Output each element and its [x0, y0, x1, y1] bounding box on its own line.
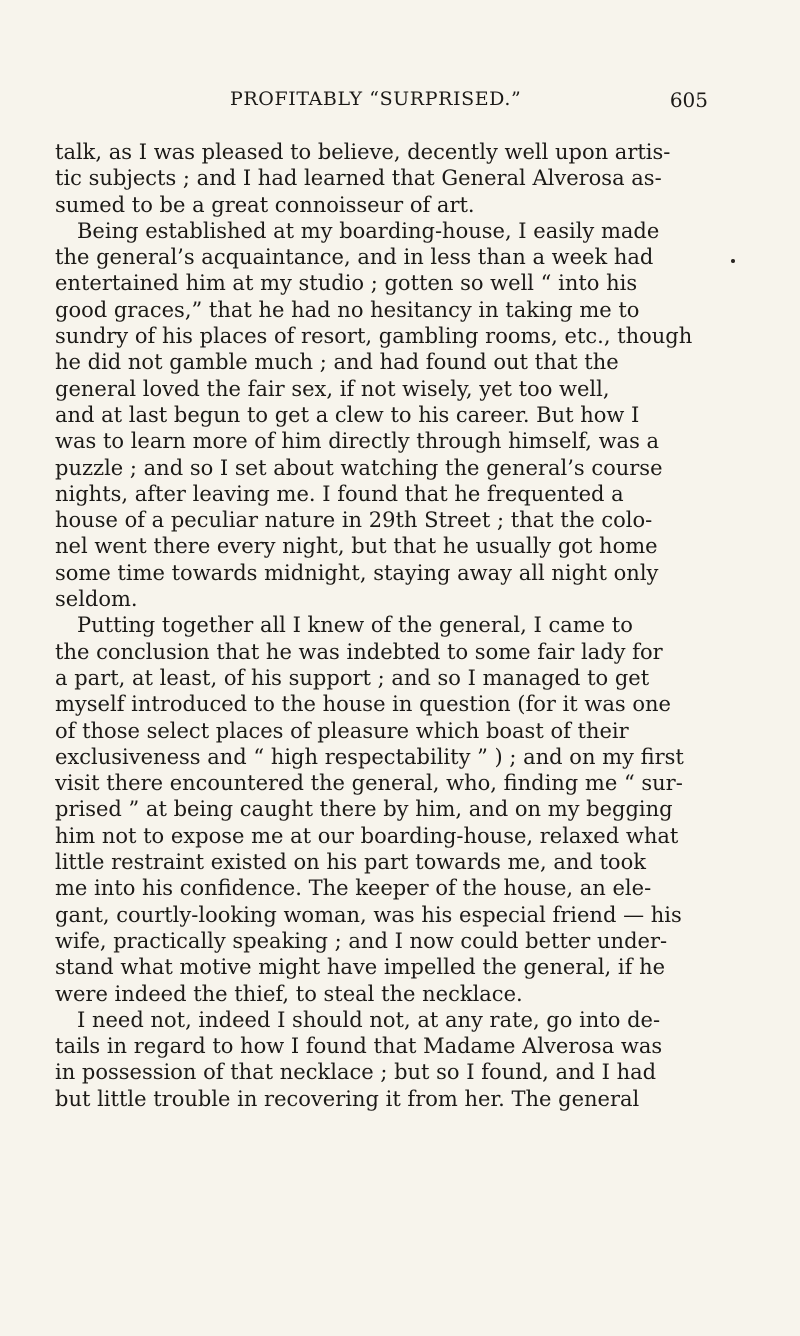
page-number: 605: [669, 88, 708, 112]
text-line: in possession of that necklace ; but so I found, and I had: [55, 1060, 657, 1085]
text-line: of those select places of pleasure which boast of their: [55, 718, 629, 743]
text-line: was to learn more of him directly through himself, was a: [55, 429, 660, 454]
text-line: tic subjects ; and I had learned that General Alverosa as-: [55, 166, 662, 191]
text-line: house of a peculiar nature in 29th Street ; that the colo-: [55, 508, 653, 533]
text-line: wife, practically speaking ; and I now could better under-: [55, 928, 668, 953]
paragraph-first-line: Being established at my boarding-house, I easily made: [77, 218, 660, 243]
running-head: [230, 88, 708, 118]
text-line: nel went there every night, but that he usually got home: [55, 534, 658, 559]
paragraph-first-line: Putting together all I knew of the general, I came to: [77, 613, 633, 638]
running-title: PROFITABLY “SURPRISED.”: [230, 88, 522, 110]
text-line: myself introduced to the house in question (for it was one: [55, 692, 671, 717]
text-line: a part, at least, of his support ; and so I managed to get: [55, 665, 650, 690]
text-line: sumed to be a great connoisseur of art.: [55, 192, 475, 217]
text-line: prised ” at being caught there by him, and on my begging: [55, 797, 673, 822]
text-line: were indeed the thief, to steal the necklace.: [55, 981, 523, 1006]
text-line: entertained him at my studio ; gotten so well “ into his: [55, 271, 638, 296]
text-line: gant, courtly-looking woman, was his especial friend — his: [55, 902, 682, 927]
text-line: some time towards midnight, staying away all night only: [55, 560, 659, 585]
text-line: nights, after leaving me. I found that he frequented a: [55, 481, 624, 506]
text-line: the conclusion that he was indebted to some fair lady for: [55, 639, 663, 664]
paragraph-first-line: I need not, indeed I should not, at any rate, go into de-: [77, 1007, 661, 1032]
text-line: tails in regard to how I found that Madame Alverosa was: [55, 1034, 663, 1059]
text-line: he did not gamble much ; and had found out that the: [55, 350, 619, 375]
text-line: the general’s acquaintance, and in less than a week had: [55, 245, 654, 270]
text-line: but little trouble in recovering it from her. The general: [55, 1086, 640, 1111]
text-line: and at last begun to get a clew to his career. But how I: [55, 402, 640, 427]
text-line: him not to expose me at our boarding-house, relaxed what: [55, 823, 679, 848]
body-text: [55, 139, 715, 1112]
text-line: sundry of his places of resort, gambling rooms, etc., though: [55, 324, 693, 349]
text-line: me into his confidence. The keeper of the house, an ele-: [55, 876, 652, 901]
text-line: seldom.: [55, 587, 138, 612]
text-line: puzzle ; and so I set about watching the general’s course: [55, 455, 663, 480]
text-line: exclusiveness and “ high respectability ” ) ; and on my first: [55, 744, 684, 769]
text-line: little restraint existed on his part towards me, and took: [55, 850, 646, 875]
text-line: good graces,” that he had no hesitancy in taking me to: [55, 297, 640, 322]
margin-mark: [731, 259, 735, 263]
text-line: general loved the fair sex, if not wisely, yet too well,: [55, 376, 610, 401]
text-line: talk, as I was pleased to believe, decently well upon artis-: [55, 140, 671, 164]
text-line: stand what motive might have impelled the general, if he: [55, 955, 666, 980]
text-line: visit there encountered the general, who, finding me “ sur-: [55, 771, 683, 796]
